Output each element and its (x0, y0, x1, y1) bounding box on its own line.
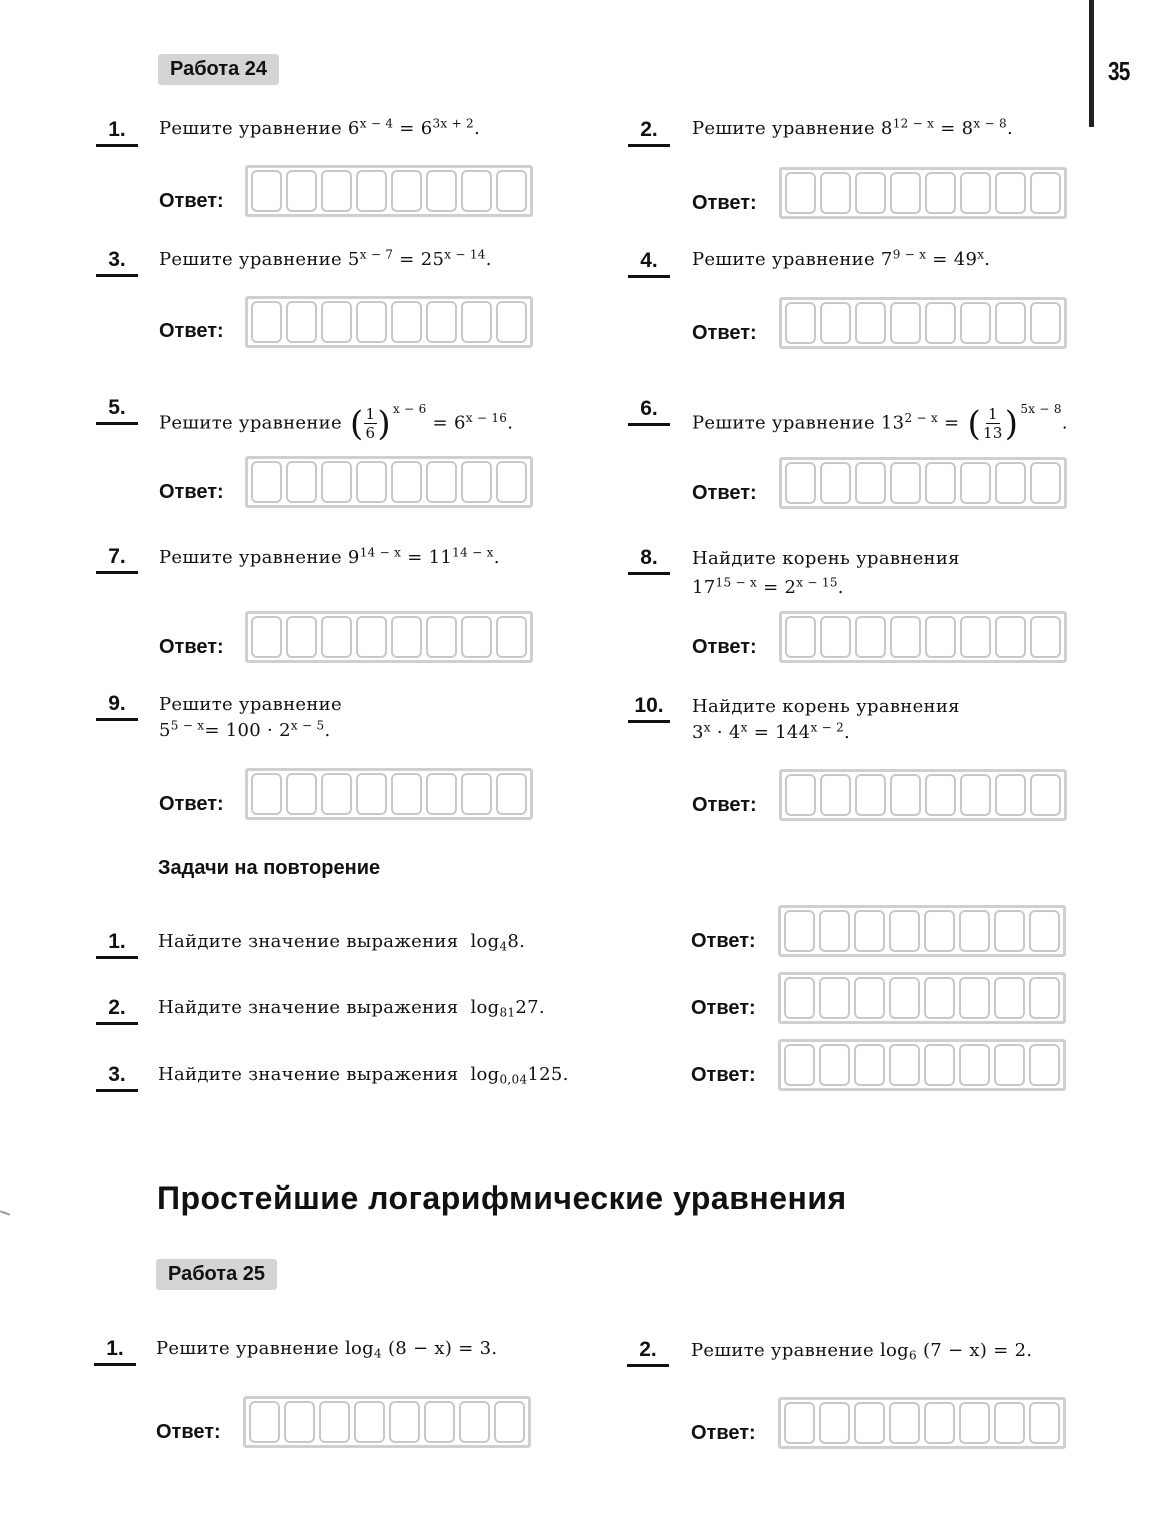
problem-statement-line2: $5^{5 - x}= 100 \cdot 2^{x - 5}$. (159, 718, 331, 741)
page-number: 35 (1108, 56, 1130, 86)
problem-statement: Решите уравнение $9^{14 - x} = 11^{14 - x}$. (159, 545, 500, 568)
answer-label: Ответ: (691, 997, 756, 1019)
problem-number: 2. (627, 1338, 669, 1367)
problem-statement: Решите уравнение $5^{x - 7} = 25^{x - 14}$. (159, 247, 492, 270)
problem-number: 6. (628, 397, 670, 426)
answer-input[interactable] (779, 167, 1067, 219)
answer-input[interactable] (779, 769, 1067, 821)
problem-number: 10. (628, 694, 670, 723)
problem-number: 1. (94, 1337, 136, 1366)
review-title: Задачи на повторение (158, 857, 381, 879)
problem-statement: Решите уравнение $\log_4 (8 - x) = 3$. (156, 1338, 498, 1361)
problem-statement-line2: $3^x \cdot 4^x = 144^{x - 2}$. (692, 720, 851, 743)
scan-mark (0, 1210, 10, 1215)
answer-input[interactable] (778, 1397, 1066, 1449)
fraction: ( 1 13 ) (967, 403, 1019, 444)
answer-input[interactable] (245, 611, 533, 663)
page-edge-rule (1089, 0, 1094, 127)
answer-input[interactable] (245, 768, 533, 820)
problem-statement-line1: Решите уравнение (159, 694, 342, 715)
answer-label: Ответ: (159, 190, 224, 212)
answer-label: Ответ: (691, 1064, 756, 1086)
problem-number: 8. (628, 546, 670, 575)
answer-input[interactable] (778, 972, 1066, 1024)
answer-input[interactable] (779, 297, 1067, 349)
work-25-badge: Работа 25 (156, 1259, 277, 1290)
problem-statement-line1: Найдите корень уравнения (692, 548, 960, 569)
problem-statement: Решите уравнение $\log_6 (7 - x) = 2$. (691, 1340, 1033, 1363)
problem-number: 2. (628, 118, 670, 147)
answer-input[interactable] (778, 1039, 1066, 1091)
answer-label: Ответ: (691, 930, 756, 952)
review-number: 2. (96, 996, 138, 1025)
answer-label: Ответ: (159, 636, 224, 658)
problem-statement: Решите уравнение $8^{12 - x} = 8^{x - 8}$. (692, 116, 1014, 139)
answer-label: Ответ: (692, 322, 757, 344)
answer-label: Ответ: (156, 1421, 221, 1443)
answer-label: Ответ: (692, 794, 757, 816)
answer-input[interactable] (243, 1396, 531, 1448)
answer-input[interactable] (245, 165, 533, 217)
review-statement: Найдите значение выражения $\log_48$. (158, 931, 526, 954)
problem-statement-line2: $17^{15 - x} = 2^{x - 15}$. (692, 575, 844, 598)
answer-input[interactable] (245, 296, 533, 348)
problem-number: 9. (96, 692, 138, 721)
answer-input[interactable] (779, 457, 1067, 509)
answer-label: Ответ: (692, 636, 757, 658)
answer-label: Ответ: (159, 481, 224, 503)
problem-number: 1. (96, 118, 138, 147)
fraction: ( 1 6 ) (349, 403, 391, 444)
answer-input[interactable] (778, 905, 1066, 957)
problem-number: 4. (628, 249, 670, 278)
review-number: 3. (96, 1063, 138, 1092)
problem-statement: Решите уравнение $6^{x - 4} = 6^{3x + 2}$. (159, 116, 481, 139)
problem-number: 3. (96, 248, 138, 277)
answer-input[interactable] (245, 456, 533, 508)
problem-statement: Решите уравнение $7^{9 - x} = 49^x$. (692, 247, 991, 270)
answer-label: Ответ: (692, 482, 757, 504)
problem-statement: Решите уравнение $13^{2 - x}$ = ( 1 13 ) $^{5x - 8}$. (692, 402, 1068, 444)
review-number: 1. (96, 930, 138, 959)
answer-label: Ответ: (159, 793, 224, 815)
answer-label: Ответ: (692, 192, 757, 214)
problem-statement-line1: Найдите корень уравнения (692, 696, 960, 717)
work-24-badge: Работа 24 (158, 54, 279, 85)
review-statement: Найдите значение выражения $\log_{0,04}125$. (158, 1064, 569, 1087)
problem-number: 7. (96, 545, 138, 574)
answer-label: Ответ: (159, 320, 224, 342)
problem-number: 5. (96, 396, 138, 425)
answer-input[interactable] (779, 611, 1067, 663)
section-heading: Простейшие логарифмические уравнения (157, 1180, 847, 1216)
review-statement: Найдите значение выражения $\log_{81}27$. (158, 997, 545, 1020)
answer-label: Ответ: (691, 1422, 756, 1444)
problem-statement: Решите уравнение ( 1 6 ) $^{x - 6} = 6^{x - 16}$. (159, 402, 514, 444)
